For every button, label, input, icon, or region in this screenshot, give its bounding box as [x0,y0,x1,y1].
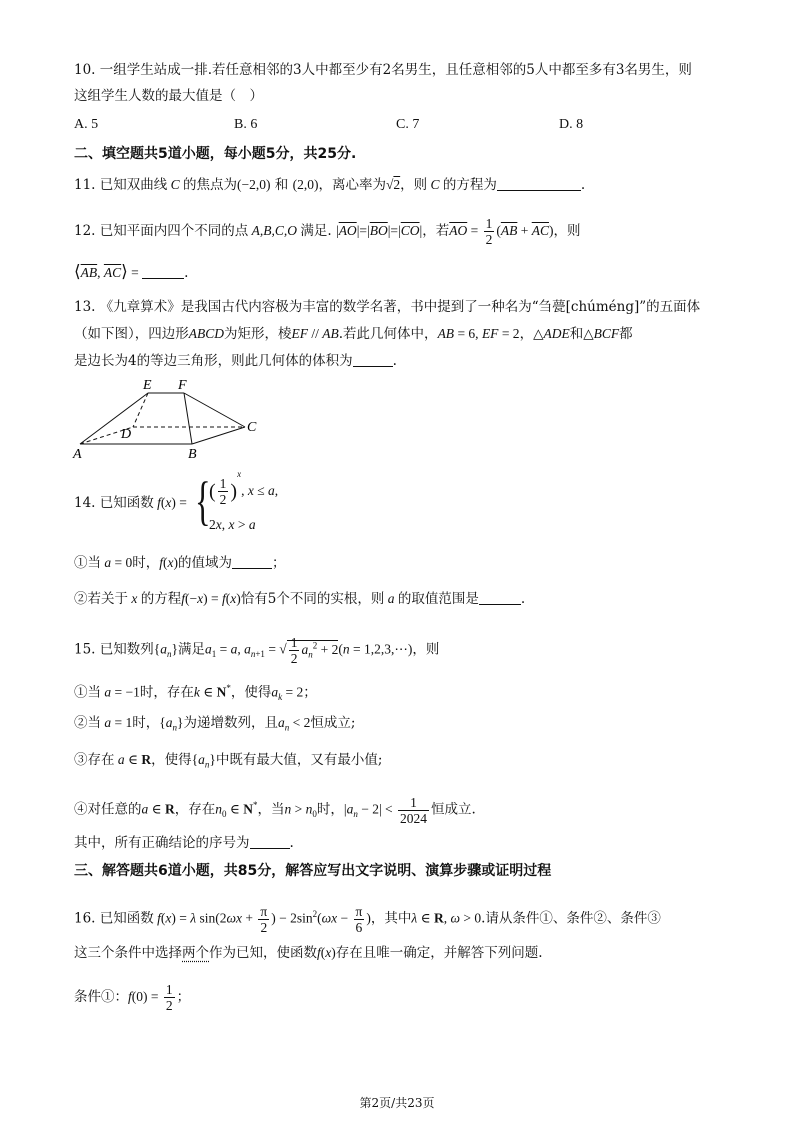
fig-label-e: E [143,378,152,393]
fig-label-f: F [178,378,187,393]
emphasis-dots-word: 两个 [182,945,209,961]
q16-line2: 这三个条件中选择两个作为已知，使函数f(x)存在且唯一确定，并解答下列问题. [74,945,543,961]
q15-statement-3: ③存在 a ∈ R，使得$\{a_n\}$中既有最大值，又有最小值; [74,752,383,770]
fig-label-d: D [121,427,132,442]
q13-line3: 是边长为4的等边三角形，则此几何体的体积为 . [74,353,397,369]
q14-statement-1: ①当 a = 0时，f(x)的值域为 ； [74,555,286,571]
q10-option-a: A. 5 [74,117,99,132]
page-number-footer: 第2页/共23页 [359,1096,435,1110]
q13-line2: （如下图），四边形ABCD为矩形，棱EF // AB.若此几何体中，AB = 6, EF = 2，△ADE和△BCF都 [74,326,633,342]
q15-statement-2: ②当 a = 1时，$\{a_n\}$为递增数列，且$a_n < 2$恒成立; [74,715,356,733]
q10-line2: 这组学生人数的最大值是（ ） [74,88,263,104]
q13-line1: 13. 《九章算术》是我国古代内容极为丰富的数学名著，书中提到了一种名为“刍甍[chúméng]”的五面体 [74,299,701,315]
section-fill-in-heading: 二、填空题共5道小题，每小题5分，共25分. [74,146,357,162]
q15-definition: 15. 已知数列$\{a_n\}$满足$a_1 = a$, $a_{n+1}$ = √ $\frac{1}{2}$ $a_n^2 + 2(n$ = 1,2,3,⋯)，则 [74,634,440,666]
q14-definition: 14. 已知函数 f(x) = [74,495,187,511]
q10-line1: 10. 一组学生站成一排.若任意相邻的3人中都至少有2名男生，且任意相邻的5人中都至多有3名男生，则 [74,62,692,78]
q14-statement-2: ②若关于 x 的方程f(−x) = f(x)恰有5个不同的实根，则 a 的取值范围是 . [74,591,526,607]
q11: 11. 已知双曲线 C 的焦点为(−2,0) 和 (2,0)，离心率为√2，则 C 的方程为 . [74,177,586,193]
q10-option-c: C. 7 [396,117,420,132]
section-solutions-heading: 三、解答题共6道小题，共85分，解答应写出文字说明、演算步骤或证明过程 [74,863,552,879]
q10-option-b: B. 6 [234,117,258,132]
q13-solid-figure [70,376,270,460]
q15-statement-4: ④对任意的a ∈ R，存在$n_0$ ∈ N*，当$n > n_0$时，$|a_n - 2|$ < $\frac{1}{2024}$ 恒成立. [74,794,476,826]
q12-line2: $⟨\overline{AB}$, $\overline{AC}⟩$ = . [74,262,189,281]
q10-option-d: D. 8 [559,117,584,132]
fig-label-c: C [247,420,257,435]
fig-label-b: B [188,447,197,460]
q14-piecewise: { ( $\frac{1}{2}$ )$^x$, x ≤ a, 2x, x > a [195,469,279,532]
q15-conclusion: 其中，所有正确结论的序号为 . [74,835,294,851]
q12-line1: 12. 已知平面内四个不同的点 A,B,C,O 满足. $|\overline{AO}|=|\overline{BO}|=|\overline{CO}|$，若$\overline{AO}$ = $\frac{1}{2}$ $(\overline{AB} + \overline{AC})$，则 [74,216,581,247]
fig-label-a: A [73,447,82,460]
q15-statement-1: ①当 a = −1时，存在k ∈ N*，使得$a_k = 2$； [74,683,317,703]
q16-line1: 16. 已知函数 f(x) = λ sin(2ωx + $\frac{\pi}{2}$ ) − $2\sin^2(\omega x$ − $\frac{\pi}{6}$ )，其中λ ∈ R, ω > 0.请从条件①、条件②、条件③ [74,903,661,935]
q16-condition-1: 条件①：f(0) = $\frac{1}{2}$ ； [74,982,191,1013]
